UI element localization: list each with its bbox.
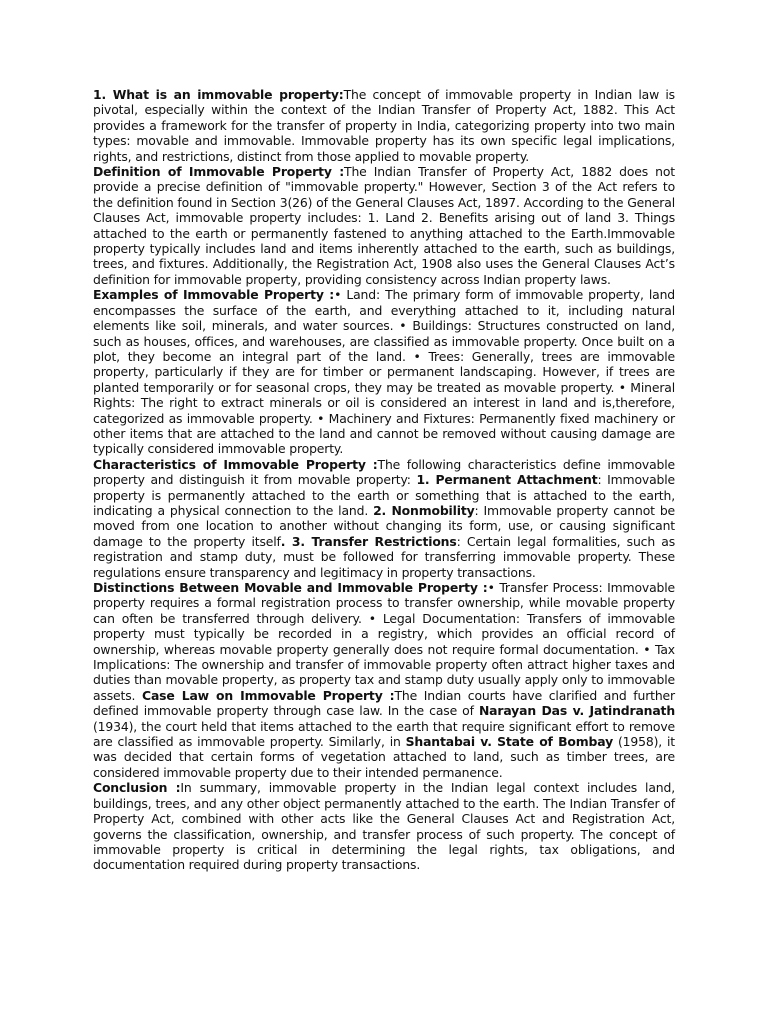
case-law-heading: Case Law on Immovable Property : [142, 687, 395, 703]
section-text: In summary, immovable property in the Indian legal context includes land, buildings, trees, and any other object permanently attached to the earth. The Indian Transfer of Property Act, combined with other acts like the General Clauses Act and Registration Act, governs the classification, ownership, and transfer process of such property. The concept of immovable property is critical in determining the legal rights, tax obligations, and documentation required during property transactions. [93, 780, 675, 873]
characteristic-label: . 3. Transfer Restrictions [280, 533, 457, 549]
section-definition [93, 164, 675, 287]
section-text: The Indian courts have clarified and further defined immovable property through case law. In the case of [93, 687, 675, 719]
section-text: : Certain legal formalities, such as registration and stamp duty, must be followed for transferring immovable property. These regulations ensure transparency and legitimacy in property transactions. [93, 533, 675, 580]
section-text: The Indian Transfer of Property Act, 1882 does not provide a precise definition of "immovable property." However, Section 3 of the Act refers to the definition found in Section 3(26) of the General Clauses Act, 1897. According to the General Clauses Act, immovable property includes: 1. Land 2. Benefits arising out of land 3. Things attached to the earth or permanently fastened to anything attached to the Earth.Immovable property typically includes land and items inherently attached to the earth, such as buildings, trees, and fixtures. Additionally, the Registration Act, 1908 also uses the General Clauses Act’s definition for immovable property, providing consistency across Indian property laws. [93, 164, 675, 287]
section-text: : Immovable property is permanently attached to the earth or something that is attached to the earth, indicating a physical connection to the land. [93, 472, 675, 518]
case-name: Narayan Das v. Jatindranath [478, 703, 675, 719]
section-text: : Immovable property cannot be moved from one location to another without changing its form, use, or causing significant damage to the property itself [93, 502, 676, 549]
section-text: (1958), it was decided that certain forms of vegetation attached to land, such as timber trees, are considered immovable property due to their intended permanence. [93, 734, 675, 780]
section-text: • Transfer Process: Immovable property requires a formal registration process to transfer ownership, while movable property can often be transferred through delivery. • Legal Documentation: Transfers of immovable property must typically be recorded in a registry, which provides an official record of ownership, whereas movable property generally does not require formal documentation. • Tax Implications: The ownership and transfer of immovable property often attract higher taxes and duties than movable property, as property tax and stamp duty usually apply only to immovable assets. [93, 580, 675, 703]
section-text: The concept of immovable property in Indian law is pivotal, especially within the context of the Indian Transfer of Property Act, 1882. This Act provides a framework for the transfer of property in India, categorizing property into two main types: movable and immovable. Immovable property has its own specific legal implications, rights, and restrictions, distinct from those applied to movable property. [93, 87, 675, 164]
characteristic-label: 1. Permanent Attachment [416, 472, 598, 488]
section-heading: Conclusion : [93, 780, 181, 796]
section-examples [93, 287, 675, 456]
section-heading: Characteristics of Immovable Property : [93, 456, 378, 472]
document-body [93, 87, 675, 873]
section-conclusion [93, 780, 675, 872]
section-characteristics [93, 457, 675, 580]
case-name: Shantabai v. State of Bombay [405, 734, 614, 750]
section-distinctions [93, 580, 675, 780]
section-text: (1934), the court held that items attached to the earth that require significant effort to remove are classified as immovable property. Similarly, in [93, 718, 675, 750]
section-heading: 1. What is an immovable property: [93, 87, 344, 102]
characteristic-label: 2. Nonmobility [373, 502, 475, 518]
section-text: The following characteristics define immovable property and distinguish it from movable property: [93, 456, 675, 488]
section-what-is-immovable [93, 87, 675, 164]
section-heading: Distinctions Between Movable and Immovable Property : [93, 580, 488, 595]
section-heading: Examples of Immovable Property : [93, 287, 335, 303]
section-text: • Land: The primary form of immovable property, land encompasses the surface of the earth, and everything attached to it, including natural elements like soil, minerals, and water sources. • Buildings: Structures constructed on land, such as houses, offices, and warehouses, are classified as immovable property. Once built on a plot, they become an integral part of the land. • Trees: Generally, trees are immovable property, particularly if they are for timber or permanent landscaping. However, if trees are planted temporarily or for seasonal crops, they may be treated as movable property. • Mineral Rights: The right to extract minerals or oil is considered an interest in land and is,therefore, categorized as immovable property. • Machinery and Fixtures: Permanently fixed machinery or other items that are attached to the land and cannot be removed without causing damage are typically considered immovable property. [93, 287, 675, 457]
section-heading: Definition of Immovable Property : [93, 164, 345, 180]
